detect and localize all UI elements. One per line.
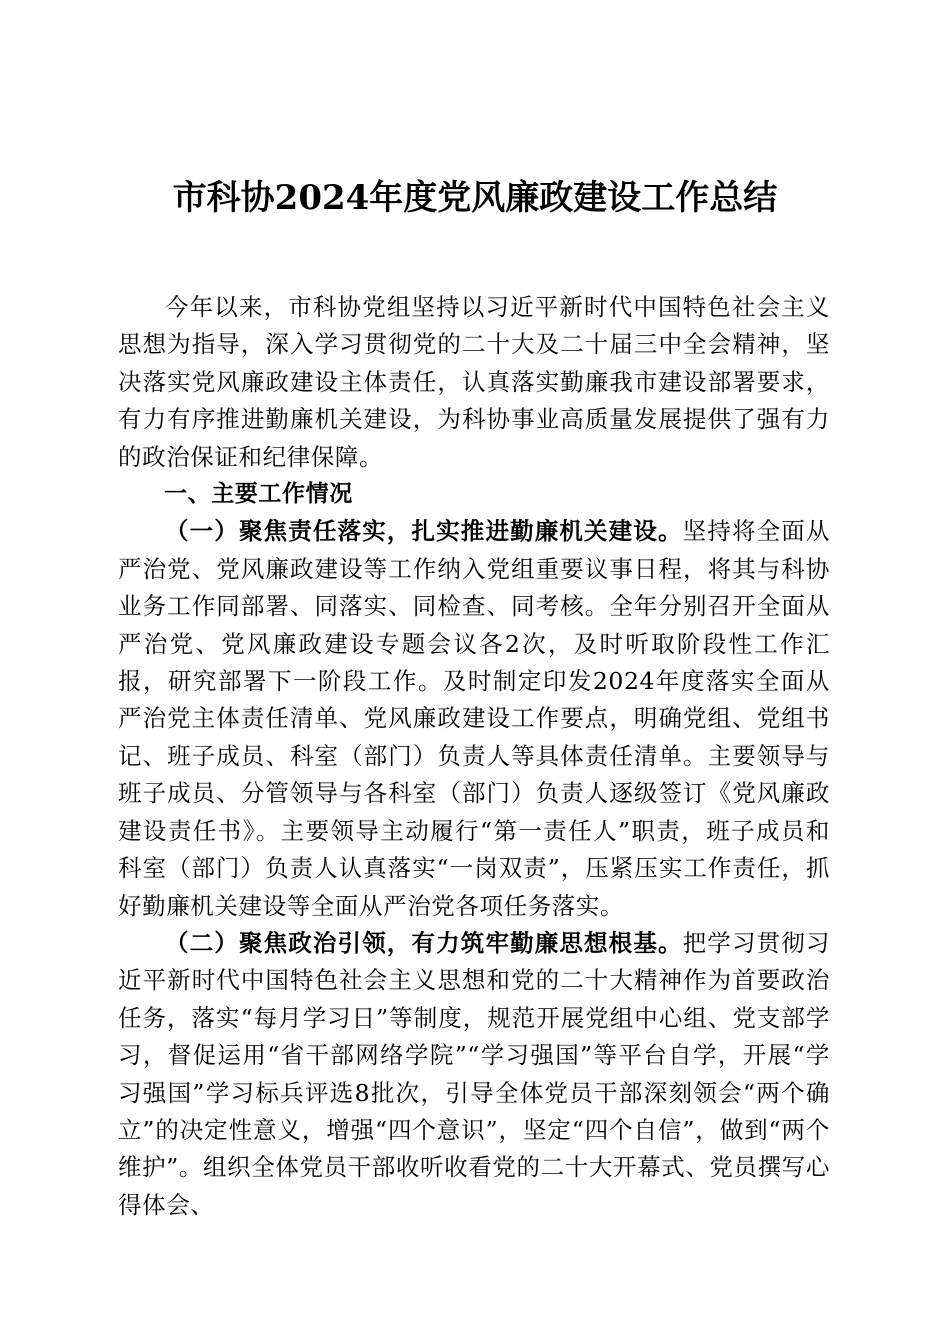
item-lead-2: （二）聚焦政治引领，有力筑牢勤廉思想根基。 (165, 928, 683, 957)
item-text-2: 把学习贯彻习近平新时代中国特色社会主义思想和党的二十大精神作为首要政治任务，落实“每月学习日”等制度，规范开展党组中心组、党支部学习，督促运用“省干部网络学院”“学习强国”等平台自学，开展“学习强国”学习标兵评选8批次，引导全体党员干部深刻领会“两个确立”的决定性意义，增强“四个意识”，坚定“四个自信”，做到“两个维护”。组织全体党员干部收听收看党的二十大开幕式、党员撰写心得体会、 (118, 928, 830, 1219)
item-lead-1: （一）聚焦责任落实，扎实推进勤廉机关建设。 (165, 517, 683, 546)
intro-paragraph: 今年以来，市科协党组坚持以习近平新时代中国特色社会主义思想为指导，深入学习贯彻党的二十大及二十届三中全会精神，坚决落实党风廉政建设主体责任，认真落实勤廉我市建设部署要求，有力有序推进勤廉机关建设，为科协事业高质量发展提供了强有力的政治保证和纪律保障。 (118, 293, 830, 471)
item-paragraph-2 (118, 925, 830, 1224)
item-paragraph-1 (118, 513, 830, 924)
document-body (118, 289, 830, 1224)
document-title: 市科协2024年度党风廉政建设工作总结 (172, 178, 778, 218)
item-text-1: 坚持将全面从严治党、党风廉政建设等工作纳入党组重要议事日程，将其与科协业务工作同部署、同落实、同检查、同考核。全年分别召开全面从严治党、党风廉政建设专题会议各2次，及时听取阶段性工作汇报，研究部署下一阶段工作。及时制定印发2024年度落实全面从严治党主体责任清单、党风廉政建设工作要点，明确党组、党组书记、班子成员、科室（部门）负责人等具体责任清单。主要领导与班子成员、分管领导与各科室（部门）负责人逐级签订《党风廉政建设责任书》。主要领导主动履行“第一责任人”职责，班子成员和科室（部门）负责人认真落实“一岗双责”，压紧压实工作责任，抓好勤廉机关建设等全面从严治党各项任务落实。 (118, 517, 830, 920)
section-heading: 一、主要工作情况 (164, 481, 353, 508)
